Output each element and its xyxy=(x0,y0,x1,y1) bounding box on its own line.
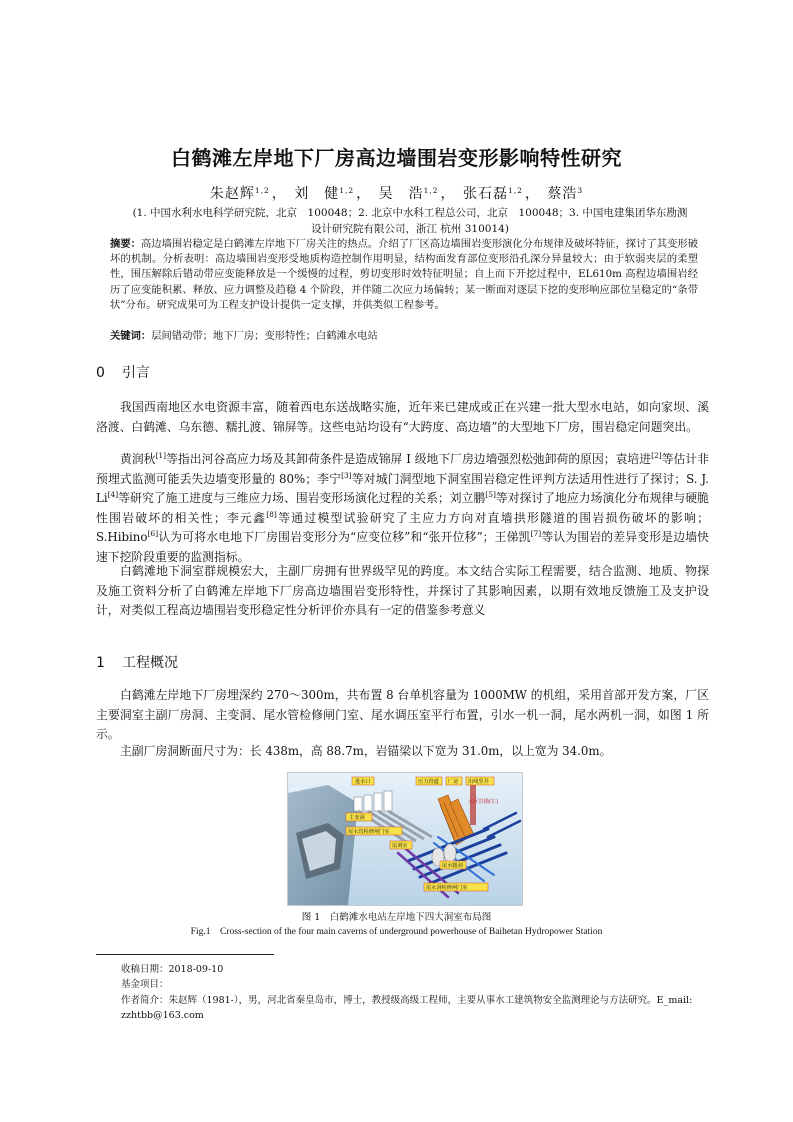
author-name: 张石磊 xyxy=(463,186,508,202)
author-name: 刘 健 xyxy=(294,186,340,202)
label-surge-chamber: 尾调室 xyxy=(392,843,408,849)
label-tailrace-tunnel: 尾水隧洞 xyxy=(442,863,463,869)
section-number: 1 xyxy=(96,655,105,671)
paragraph-text: 白鹤滩左岸地下厂房埋深约 270～300m，共布置 8 台单机容量为 1000MW 的机组，采用首部开发方案，厂区主要洞室主副厂房洞、主变洞、尾水管检修闸门室、尾水调压室平行布置，引水一机一洞，尾水两机一洞，如图 1 所示。 xyxy=(96,688,709,742)
paragraph xyxy=(96,398,709,437)
author-affil-sup: 3 xyxy=(577,186,584,195)
footnote-received: 收稿日期：2018-09-10 xyxy=(121,964,224,975)
footnote-fund: 基金项目： xyxy=(121,979,169,991)
citation-ref[interactable]: [2] xyxy=(651,451,662,460)
paragraph-text: 等指出河谷高应力场及其卸荷条件是造成锦屏 I 级地下厂房边墙强烈松弛卸荷的原因；袁培进 xyxy=(166,452,652,466)
section-title: 引言 xyxy=(122,365,150,381)
affiliation-line: 设计研究院有限公司，浙江 杭州 310014) xyxy=(311,223,509,235)
author-name: 吴 浩 xyxy=(378,186,424,202)
citation-ref[interactable]: [4] xyxy=(107,490,119,500)
citation-ref[interactable]: [7] xyxy=(530,529,542,539)
author-affil-sup: 1,2 xyxy=(339,186,355,195)
abstract xyxy=(110,237,698,313)
paper-title: 白鹤滩左岸地下厂房高边墙围岩变形影响特性研究 xyxy=(171,146,622,170)
paragraph-text: 认为可将水电地下厂房围岩变形分为“应变位移”和“张开位移”；王俤凯 xyxy=(158,530,531,545)
keywords xyxy=(110,329,698,344)
abstract-label: 摘要： xyxy=(110,238,141,250)
section-heading xyxy=(96,652,178,672)
citation-ref[interactable]: [1] xyxy=(155,451,167,460)
section-number: 0 xyxy=(96,365,105,381)
paragraph xyxy=(96,686,709,745)
paragraph-text: 我国西南地区水电资源丰富，随着西电东送战略实施，近年来已建成或正在兴建一批大型水电站，如向家坝、溪洛渡、白鹤滩、乌东德、糯扎渡、锦屏等。这些电站均设有“大跨度、高边墙”的大型地下厂房，围岩稳定问题突出。 xyxy=(96,400,709,434)
author-affil-sup: 1,2 xyxy=(254,186,270,195)
paragraph xyxy=(96,450,709,568)
author-affil-sup: 1,2 xyxy=(423,186,439,195)
label-rock-beam: 大厅岩锚(左) xyxy=(468,799,498,805)
label-tailrace-outlet-gate: 尾水洞检修闸门室 xyxy=(426,885,468,891)
label-penstock: 压力管道 xyxy=(418,779,439,785)
section-title: 工程概况 xyxy=(122,655,178,671)
author-name: 朱赵辉 xyxy=(209,186,255,202)
footnotes xyxy=(121,962,711,1024)
label-bus-shaft: 出线竖井 xyxy=(468,779,489,785)
citation-ref[interactable]: [8] xyxy=(266,509,277,519)
figure-caption-en: Fig.1 Cross-section of the four main caverns of underground powerhouse of Baihetan Hydropower Station xyxy=(190,927,603,937)
paragraph-text: 主副厂房洞断面尺寸为：长 438m，高 88.7m，岩锚梁以下宽为 31.0m，以上宽为 34.0m。 xyxy=(120,744,612,758)
citation-ref[interactable]: [5] xyxy=(485,490,496,500)
keywords-label: 关键词： xyxy=(110,330,152,342)
footnote-divider xyxy=(96,954,274,955)
label-main-transformer: 主变洞 xyxy=(349,815,365,821)
paragraph-text: 等对城门洞型地下洞室围岩稳定性评判方法适用性进行了探讨；S. J. Li xyxy=(96,471,709,506)
author-affil-sup: 1,2 xyxy=(508,186,523,195)
label-powerhouse: 厂房 xyxy=(448,779,459,785)
keywords-text: 层间错动带；地下厂房；变形特性；白鹤滩水电站 xyxy=(151,330,378,342)
paragraph-text: 等对探讨了地应力场演化分布规律与硬脆性围岩破坏的相关性；李元鑫 xyxy=(96,491,709,525)
figure-caption-cn: 图 1 白鹤滩水电站左岸地下四大洞室布局图 xyxy=(301,912,492,923)
author-list: 朱赵辉$^{1,2}$ ， 刘 健$^{1,2}$ ， 吴 浩$^{1,2}$ ， 张石磊$^{1,2}$ ， 蔡浩$^3$ xyxy=(209,186,584,202)
paragraph-text: 白鹤滩地下洞室群规模宏大，主副厂房拥有世界级罕见的跨度。本文结合实际工程需要，结合监测、地质、物探及施工资料分析了白鹤滩左岸地下厂房高边墙围岩变形特性，并探讨了其影响因素，以期有效地反馈施工及支护设计，对类似工程高边墙围岩变形稳定性分析评价亦具有一定的借鉴参考意义 xyxy=(96,564,709,618)
label-inlet: 进水口 xyxy=(355,779,371,785)
cavern-layout-illustration xyxy=(288,773,522,905)
citation-ref[interactable]: [3] xyxy=(341,470,352,480)
label-tailrace-gate: 尾水管检修闸门室 xyxy=(348,829,390,835)
figure-cavern-layout xyxy=(287,772,523,906)
affiliation-line: (1. 中国水利水电科学研究院，北京 100048；2. 北京中水科工程总公司，北京 100048；3. 中国电建集团华东勘测 xyxy=(132,207,688,219)
citation-ref[interactable]: [6] xyxy=(147,529,159,539)
label-dam: 大坝 xyxy=(290,787,301,793)
abstract-text: 高边墙围岩稳定是白鹤滩左岸地下厂房关注的热点。介绍了厂区高边墙围岩变形演化分布规律及破坏特征，探讨了其变形破坏的机制。分析表明：高边墙围岩变形受地质构造控制作用明显，结构面发育部位变形沿孔深分异量较大；由于软弱夹层的柔塑性，围压解除后错动带应变能释放是一个缓慢的过程，剪切变形时效特征明显；自上而下开挖过程中，EL610m 高程边墙围岩经历了应变能积累、释放、应力调整及趋稳 4 个阶段，并伴随二次应力场偏转；某一断面对逐层下挖的变形响应部位呈稳定的“条带状”分布。研究成果可为工程支护设计提供一定支撑，并供类似工程参考。 xyxy=(110,238,699,311)
paragraph-text: 等估计非预埋式监测可能丢失边墙变形量的 80%；李宁 xyxy=(96,452,709,486)
footnote-author-bio: 作者简介：朱赵辉（1981-），男，河北省秦皇岛市，博士，教授级高级工程师，主要从事水工建筑物安全监测理论与方法研究。E_mail: zzhtbb@163.com xyxy=(121,994,693,1022)
affiliations xyxy=(110,205,710,237)
paragraph-text: 等认为围岩的差异变形是边墙快速下挖阶段重要的监测指标。 xyxy=(96,530,709,564)
section-heading xyxy=(96,362,150,382)
paragraph xyxy=(96,562,709,621)
paragraph-text: 等研究了施工进度与三维应力场、围岩变形场演化过程的关系；刘立鹏 xyxy=(118,491,486,506)
paragraph-text: 黄润秋 xyxy=(120,452,156,466)
paragraph xyxy=(96,742,709,762)
author-name: 蔡浩 xyxy=(547,186,578,202)
paragraph-text: 等通过模型试验研究了主应力方向对直墙拱形隧道的围岩损伤破坏的影响；S.Hibino xyxy=(96,510,709,545)
